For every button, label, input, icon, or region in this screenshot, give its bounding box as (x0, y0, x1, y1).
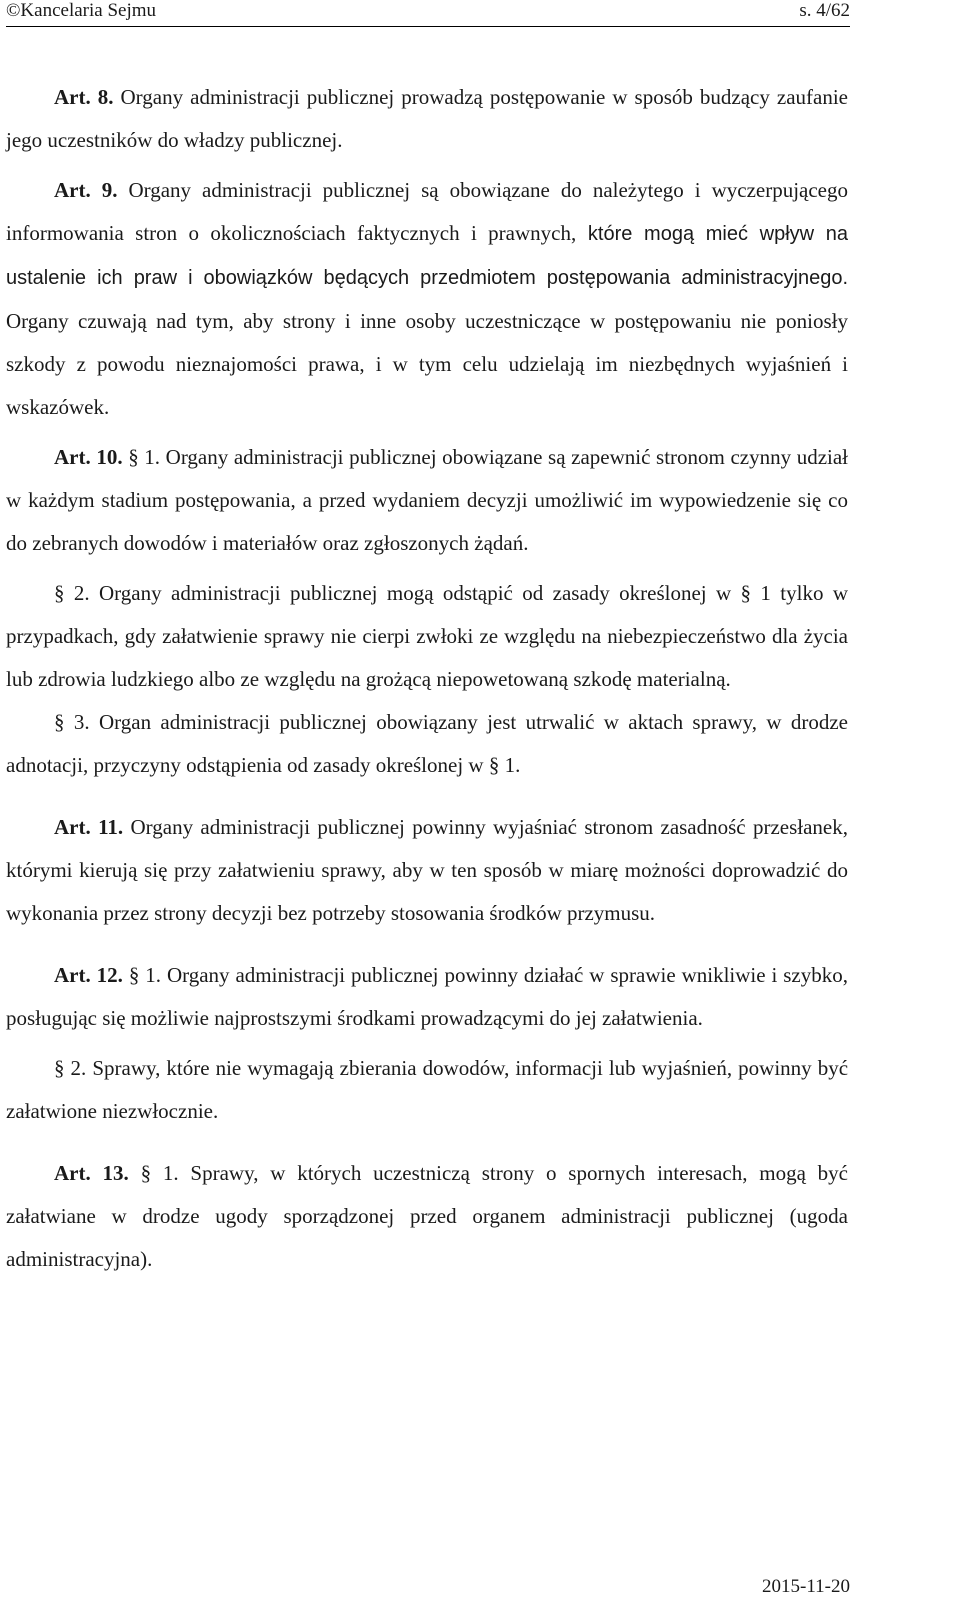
article-13-section-1 (6, 1152, 848, 1281)
document-body (6, 76, 848, 1281)
article-10-section-2 (6, 572, 848, 701)
article-number: Art. 13. (54, 1161, 129, 1185)
article-text: Organy administracji publicznej obowiązane są zapewnić stronom czynny udział w każdym stadium postępowania, a przed wydaniem decyzji umożliwić im wypowiedzenie się co do zebranych dowodów i materiałów oraz zgłoszonych żądań. (6, 445, 849, 555)
page-footer (0, 1576, 850, 1598)
article-12-section-1 (6, 954, 848, 1040)
document-date: 2015-11-20 (762, 1576, 850, 1597)
article-8 (6, 76, 848, 162)
section-number: § 1. (122, 963, 162, 987)
page-number: s. 4/62 (799, 0, 850, 21)
section-number: § 2. (54, 581, 90, 605)
article-text: Organy administracji publicznej mogą odstąpić od zasady określonej w § 1 tylko w przypadkach, gdy załatwienie sprawy nie cierpi zwłoki ze względu na niebezpieczeństwo dla życia lub zdrowia ludzkiego albo ze względu na grożącą niepowetowaną szkodę materialną. (6, 581, 849, 691)
article-text: Organ administracji publicznej obowiązany jest utrwalić w aktach sprawy, w drodze adnotacji, przyczyny odstąpienia od zasady określonej w § 1. (6, 710, 848, 777)
article-text-tail: Organy czuwają nad tym, aby strony i inne osoby uczestniczące w postępowaniu nie poniosły szkody z powodu nieznajomości prawa, i w tym celu udzielają im niezbędnych wyjaśnień i wskazówek. (6, 309, 848, 419)
article-number: Art. 12. (54, 963, 123, 987)
section-number: § 2. (54, 1056, 87, 1080)
article-text: Organy administracji publicznej powinny działać w sprawie wnikliwie i szybko, posługując się możliwie najprostszymi środkami prowadzącymi do jej załatwienia. (6, 963, 849, 1030)
article-number: Art. 10. (54, 445, 123, 469)
article-number: Art. 8. (54, 85, 114, 109)
article-text: Sprawy, które nie wymagają zbierania dowodów, informacji lub wyjaśnień, powinny być załatwione niezwłocznie. (6, 1056, 849, 1123)
section-number: § 3. (54, 710, 90, 734)
article-text-insert: które mogą mieć wpływ na ustalenie ich praw i obowiązków będących przedmiotem postępowania administracyjnego. (6, 223, 849, 289)
article-10-section-3 (6, 701, 848, 787)
article-text: Organy administracji publicznej powinny wyjaśniać stronom zasadność przesłanek, którymi kierują się przy załatwieniu sprawy, aby w ten sposób w miarę możności doprowadzić do wykonania przez strony decyzji bez potrzeby stosowania środków przymusu. (6, 815, 848, 925)
article-11 (6, 806, 848, 935)
article-number: Art. 11. (54, 815, 124, 839)
page-header (6, 0, 850, 24)
article-text: Sprawy, w których uczestniczą strony o spornych interesach, mogą być załatwiane w drodze ugody sporządzonej przed organem administracji publicznej (ugoda administracyjna). (6, 1161, 849, 1271)
copyright-label: ©Kancelaria Sejmu (6, 0, 157, 21)
article-12-section-2 (6, 1047, 848, 1133)
header-divider (6, 26, 850, 27)
article-text: Organy administracji publicznej prowadzą postępowanie w sposób budzący zaufanie jego uczestników do władzy publicznej. (6, 85, 849, 152)
article-9 (6, 169, 848, 429)
article-10-section-1 (6, 436, 848, 565)
section-number: § 1. (122, 445, 161, 469)
article-number: Art. 9. (54, 178, 118, 202)
article-text: Organy administracji publicznej są obowiązane do należytego i wyczerpującego informowania stron o okolicznościach faktycznych i prawnych, (6, 178, 848, 245)
section-number: § 1. (128, 1161, 179, 1185)
